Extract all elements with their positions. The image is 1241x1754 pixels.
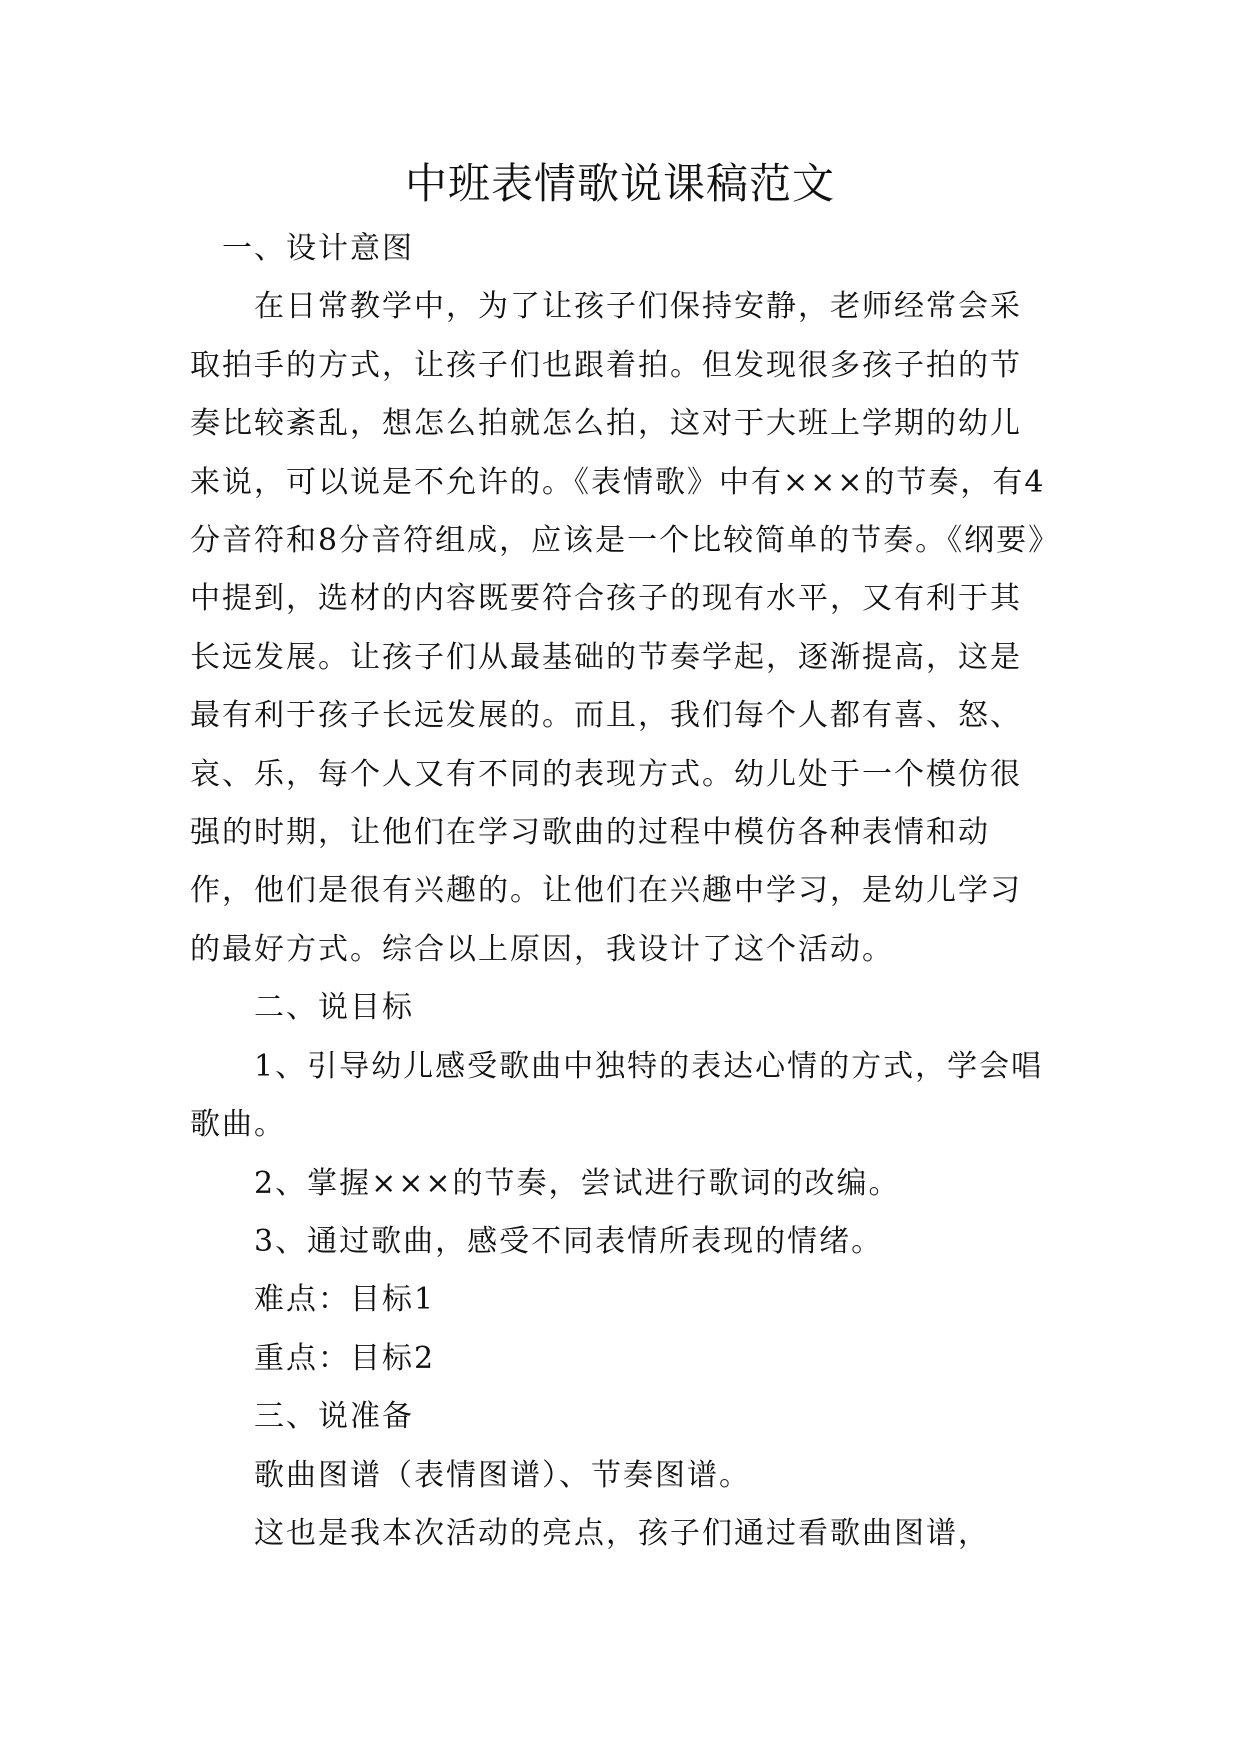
- document-body: [190, 220, 1050, 1563]
- goal-item-3: 3、通过歌曲，感受不同表情所表现的情绪。: [254, 1223, 884, 1259]
- section-heading-preparation: 三、说准备: [254, 1399, 414, 1435]
- document-title: 中班表情歌说课稿范文: [404, 159, 835, 208]
- preparation-materials: 歌曲图谱（表情图谱）、节奏图谱。: [254, 1457, 751, 1493]
- section-heading-goals: 二、说目标: [254, 990, 414, 1026]
- goal-item-1: 1、引导幼儿感受歌曲中独特的表达心情的方式，学会唱歌曲。: [190, 1048, 1044, 1143]
- focus-line: 重点：目标2: [254, 1340, 436, 1376]
- section-heading-design-intent: 一、设计意图: [222, 231, 414, 266]
- difficulty-line: 难点：目标1: [254, 1282, 436, 1318]
- preparation-highlight: 这也是我本次活动的亮点，孩子们通过看歌曲图谱，: [254, 1515, 990, 1551]
- paragraph-design-intent: 在日常教学中，为了让孩子们保持安静，老师经常会采取拍手的方式，让孩子们也跟着拍。但发现很多孩子拍的节奏比较紊乱，想怎么拍就怎么拍，这对于大班上学期的幼儿来说，可以说是不允许的。《表情歌》中有×××的节奏，有4分音符和8分音符组成，应该是一个比较简单的节奏。《纲要》中提到，选材的内容既要符合孩子的现有水平，又有利于其长远发展。让孩子们从最基础的节奏学起，逐渐提高，这是最有利于孩子长远发展的。而且，我们每个人都有喜、怒、哀、乐，每个人又有不同的表现方式。幼儿处于一个模仿很强的时期，让他们在学习歌曲的过程中模仿各种表情和动作，他们是很有兴趣的。让他们在兴趣中学习，是幼儿学习的最好方式。综合以上原因，我设计了这个活动。: [190, 289, 1046, 967]
- goal-item-2: 2、掌握×××的节奏，尝试进行歌词的改编。: [254, 1165, 901, 1201]
